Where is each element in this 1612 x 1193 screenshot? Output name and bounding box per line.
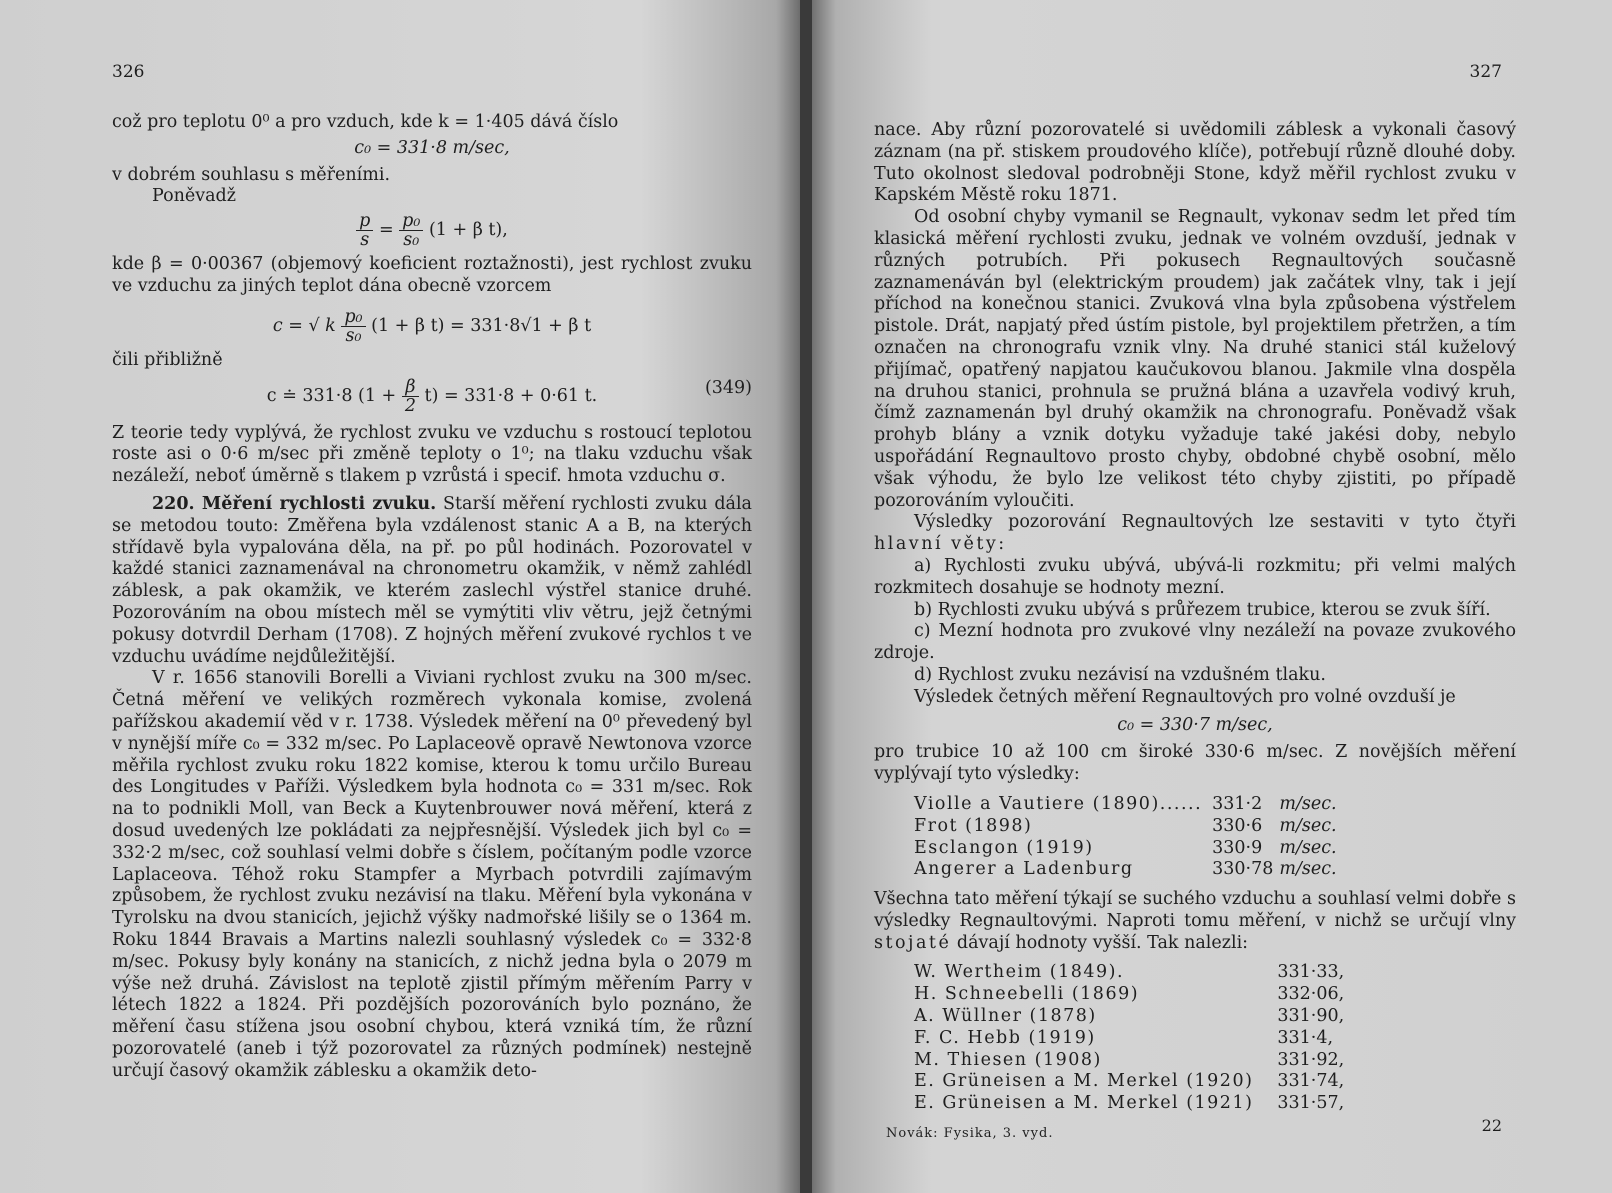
footer-signature: Novák: Fysika, 3. vyd. bbox=[886, 1126, 1054, 1141]
table-cell-value: 331·92, bbox=[1277, 1049, 1345, 1070]
table-cell-name: Angerer a Ladenburg bbox=[914, 859, 1134, 880]
right-page-number: 327 bbox=[1469, 62, 1502, 82]
table-cell-value: 330·9 bbox=[1212, 837, 1263, 858]
book-gutter bbox=[800, 0, 812, 1193]
table-row bbox=[914, 1093, 1350, 1115]
table-row bbox=[914, 816, 1343, 838]
table-row bbox=[914, 1028, 1350, 1050]
list-item: c) Mezní hodnota pro zvukové vlny nezáleží na povaze zvukového zdroje. bbox=[874, 621, 1516, 664]
paragraph: Výsledky pozorování Regnaultových lze sestaviti v tyto čtyři hlavní věty: bbox=[874, 512, 1516, 555]
paragraph: pro trubice 10 až 100 cm široké 330·6 m/sec. Z novějších měření vyplývají tyto výsledky: bbox=[874, 742, 1516, 785]
table-row bbox=[914, 794, 1343, 816]
paragraph: čili přibližně bbox=[112, 349, 223, 370]
right-page bbox=[812, 0, 1612, 1193]
fraction: $\frac{p}{s}$ bbox=[356, 212, 373, 249]
equation-sound-speed: c = √ k $\frac{\text{p₀}}{\text{s₀}}$ (1 + β t) = 331·8√1 + β t bbox=[272, 306, 592, 346]
table-row bbox=[914, 1050, 1350, 1072]
left-page-text bbox=[112, 112, 752, 1082]
paragraph: kde β = 0·00367 (objemový koeficient roztažnosti), jest rychlost zvuku ve vzduchu za jiných teplot dána obecně vzorcem bbox=[112, 254, 752, 296]
table-cell-name: E. Grüneisen a M. Merkel (1921) bbox=[914, 1093, 1254, 1114]
table-row bbox=[914, 838, 1343, 860]
table-cell-name: H. Schneebelli (1869) bbox=[914, 984, 1140, 1005]
paragraph: v dobrém souhlasu s měřeními. bbox=[112, 164, 391, 185]
table-cell-name: M. Thiesen (1908) bbox=[914, 1049, 1102, 1070]
table-cell-name: Violle a Vautiere (1890)...... bbox=[914, 793, 1203, 814]
left-page-number: 326 bbox=[112, 62, 145, 82]
paragraph: nace. Aby různí pozorovatelé si uvědomili záblesk a vykonali časový záznam (na př. stiskem proudového klíče), potřebují různě dlouhé doby. Tuto okolnost sledoval podrobněji Stone, když měřil rychlost zvuku v Kapském Městě roku 1871. bbox=[874, 120, 1516, 206]
table-cell-value: 332·06, bbox=[1277, 984, 1345, 1005]
paragraph: což pro teplotu 0⁰ a pro vzduch, kde k = 1·405 dává číslo bbox=[112, 112, 619, 132]
table-cell-name: Esclangon (1919) bbox=[914, 837, 1094, 858]
table-row bbox=[914, 962, 1350, 984]
table-cell-value: 331·90, bbox=[1277, 1006, 1345, 1027]
section-paragraph: 220. Měření rychlosti zvuku. Starší měření rychlosti zvuku dála se metodou touto: Změřena byla vzdálenost stanic A a B, na kterých střídavě byla vypalována děla, na př. po půl hodinách. Pozorovatel v každé stanici zaznamenával na chronometru okamžik, v němž zahlédl záblesk, a pak okamžik, ve kterém zaslechl výstřel stanice druhé. Pozorováním na obou místech měl se vymýtiti vliv větru, jejž četnými pokusy dotvrdil Derham (1708). Z hojných měření zvukové rychlos t ve vzduchu uvádíme nejdůležitější. bbox=[112, 493, 752, 667]
table-cell-unit: m/sec. bbox=[1279, 793, 1337, 814]
equation-349: c ≐ 331·8 (1 + $\frac{\beta}{2}$ t) = 331·8 + 0·61 t. (349) bbox=[266, 376, 752, 416]
table-cell-name: A. Wüllner (1878) bbox=[914, 1006, 1097, 1027]
table-cell-value: 331·57, bbox=[1277, 1093, 1345, 1114]
table-cell-unit: m/sec. bbox=[1279, 837, 1337, 858]
table-row bbox=[914, 859, 1343, 881]
list-item: a) Rychlosti zvuku ubývá, ubývá-li rozkmitu; při velmi malých rozkmitech dosahuje se hodnoty mezní. bbox=[874, 555, 1516, 598]
table-row bbox=[914, 1006, 1350, 1028]
paragraph: Od osobní chyby vymanil se Regnault, vykonav sedm let před tím klasická měření rychlosti zvuku, jednak ve volném ovzduší, jednak v různých potrubích. Při pokusech Regnaultových současně zaznamenáván byl (elektrickým proudem) jak začátek vlny, tak i její příchod na konečnou stanici. Zvuková vlna byla způsobena výstřelem pistole. Drát, napjatý před ústím pistole, byl projektilem přetržen, a tím označen na chronografu vznik vlny. Na druhé stanici stál kuželový přijímač, opatřený napjatou kaučukovou blanou. Jakmile vlna dospěla na druhou stanici, prohnula se pružná blána a uzavřela vodivý kruh, čímž zaznamenán byl druhý okamžik na chronografu. Poněvadž však prohyb blány a vznik dotyku vyžaduje také jakési doby, nebylo uspořádání Regnaultovo prosto chyby, obdobné chybě osobní, mělo však výhodu, že bylo lze velikost této chyby zjistiti, po případě pozorováním vyloučiti. bbox=[874, 207, 1516, 511]
table-cell-unit: m/sec. bbox=[1279, 859, 1337, 880]
fraction: $\frac{\text{p₀}}{\text{s₀}}$ bbox=[399, 212, 423, 249]
paragraph: Poněvadž bbox=[152, 186, 236, 207]
list-item: b) Rychlosti zvuku ubývá s průřezem trubice, kterou se zvuk šíří. bbox=[914, 599, 1491, 620]
table-row bbox=[914, 1071, 1350, 1093]
table-cell-value: 330·78 bbox=[1212, 859, 1274, 880]
table-cell-value: 331·74, bbox=[1277, 1071, 1345, 1092]
right-page-text bbox=[874, 120, 1516, 1123]
table-cell-value: 330·6 bbox=[1212, 815, 1263, 836]
table-cell-name: Frot (1898) bbox=[914, 815, 1033, 836]
table-cell-value: 331·2 bbox=[1212, 793, 1263, 814]
left-page bbox=[0, 0, 800, 1193]
table-cell-value: 331·33, bbox=[1277, 962, 1345, 983]
results-table-1 bbox=[914, 794, 1343, 881]
section-title: 220. Měření rychlosti zvuku. bbox=[152, 493, 437, 514]
results-table-2 bbox=[914, 962, 1350, 1115]
table-cell-name: F. C. Hebb (1919) bbox=[914, 1027, 1096, 1048]
table-cell-name: W. Wertheim (1849). bbox=[914, 962, 1125, 983]
table-cell-value: 331·4, bbox=[1277, 1027, 1334, 1048]
equation-c0: c₀ = 330·7 m/sec, bbox=[1117, 714, 1273, 735]
equation-c0: c₀ = 331·8 m/sec, bbox=[354, 137, 510, 158]
table-cell-name: E. Grüneisen a M. Merkel (1920) bbox=[914, 1071, 1254, 1092]
equation-gas-law: $\frac{p}{s}$ = $\frac{\text{p₀}}{\text{s₀}}$ (1 + β t), bbox=[112, 212, 752, 249]
paragraph: V r. 1656 stanovili Borelli a Viviani rychlost zvuku na 300 m/sec. Četná měření ve velikých rozměrech vykonala komise, zvolená pařížskou akademií věd v r. 1738. Výsledek měření na 0⁰ převedený byl v nynější míře c₀ = 332 m/sec. Po Laplaceově opravě Newtonova vzorce měřila rychlost zvuku roku 1822 komise, kterou k tomu určilo Bureau des Longitudes v Paříži. Výsledkem byla hodnota c₀ = 331 m/sec. Rok na to podnikli Moll, van Beck a Kuytenbrouwer nová měření, která z dosud uvedených lze pokládati za nejpřesnější. Výsledek jich byl c₀ = 332·2 m/sec, což souhlasí velmi dobře s číslem, počítaným podle vzorce Laplaceova. Téhož roku Stampfer a Myrbach potvrdili zajímavým způsobem, že rychlost zvuku nezávisí na tlaku. Měření byla vykonána v Tyrolsku na dvou stanicích, jejichž výšky nadmořské lišily se o 1364 m. Roku 1844 Bravais a Martins nalezli souhlasný výsledek c₀ = 332·8 m/sec. Pokusy byly konány na stanicích, z nichž jedna byla o 2079 m výše než druhá. Závislost na teplotě zjistil přímým měřením Parry v létech 1822 a 1824. Při pozdějších pozorováních bylo poznáno, že měření času stížena jsou osobní chybou, která vzniká tím, že různí pozorovatelé (aneb i týž pozorovatel za různých podmínek) nestejně určují časový okamžik záblesku a okamžik deto- bbox=[112, 668, 752, 1081]
paragraph: Z teorie tedy vyplývá, že rychlost zvuku ve vzduchu s rostoucí teplotou roste asi o 0·6 m/sec při změně teploty o 1⁰; na tlaku vzduchu však nezáleží, neboť úměrně s tlakem p vzrůstá i specif. hmota vzduchu σ. bbox=[112, 422, 752, 487]
fraction: $\frac{\text{p₀}}{\text{s₀}}$ bbox=[341, 308, 365, 345]
list-item: d) Rychlost zvuku nezávisí na vzdušném tlaku. bbox=[914, 664, 1326, 685]
paragraph: Všechna tato měření týkají se suchého vzduchu a souhlasí velmi dobře s výsledky Regnaultovými. Naproti tomu měření, v nichž se určují vlny stojaté dávají hodnoty vyšší. Tak nalezli: bbox=[874, 889, 1516, 953]
equation-number: (349) bbox=[704, 377, 752, 398]
table-row bbox=[914, 984, 1350, 1006]
paragraph: Výsledek četných měření Regnaultových pro volné ovzduší je bbox=[914, 686, 1456, 707]
fraction: $\frac{\beta}{2}$ bbox=[402, 378, 419, 415]
sheet-number: 22 bbox=[1481, 1116, 1502, 1135]
table-cell-unit: m/sec. bbox=[1279, 815, 1337, 836]
